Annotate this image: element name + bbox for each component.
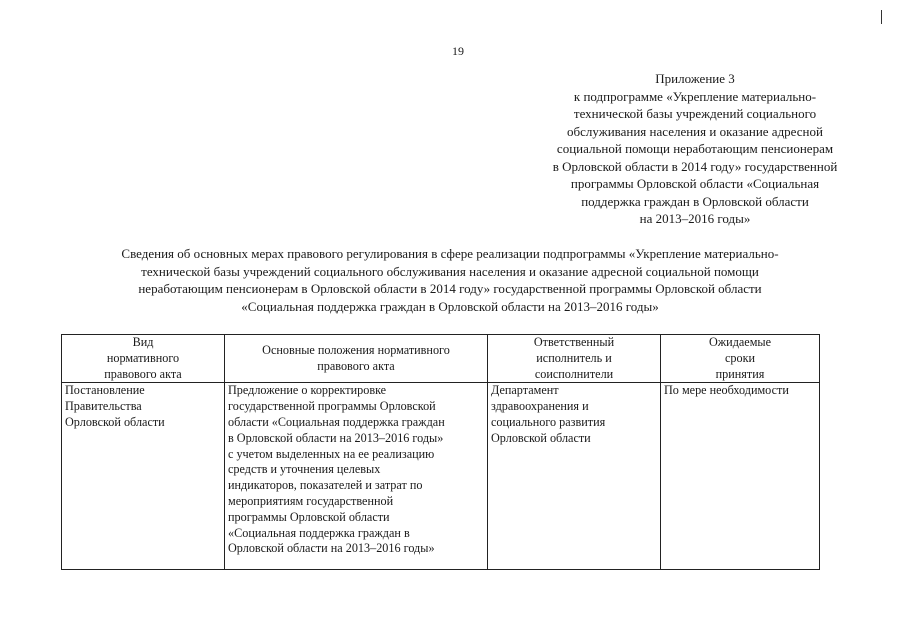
- cell-act-type: Постановление Правительства Орловской области: [62, 383, 225, 570]
- appendix-title: Приложение 3: [655, 71, 735, 86]
- cell-responsible: Департамент здравоохранения и социального развития Орловской области: [488, 383, 661, 570]
- table-row: [62, 383, 820, 570]
- header-act-type: Вид нормативного правового акта: [62, 335, 225, 383]
- header-responsible: Ответственный исполнитель и соисполнители: [488, 335, 661, 383]
- header-main-provisions: Основные положения нормативного правового акта: [225, 335, 488, 383]
- regulation-table: [61, 334, 820, 570]
- document-heading: Сведения об основных мерах правового регулирования в сфере реализации подпрограммы «Укрепление материально- технической базы учреждений социального обслуживания населения и оказание адресной социальной помощи неработающим пенсионерам в Орловской области в 2014 году» государственной программы Орловской области «Социальная поддержка граждан в Орловской области на 2013–2016 годы»: [121, 246, 779, 314]
- cell-expected-dates: По мере необходимости: [661, 383, 820, 570]
- scan-edge-mark: [881, 10, 882, 24]
- header-expected-dates: Ожидаемые сроки принятия: [661, 335, 820, 383]
- appendix-body: к подпрограмме «Укрепление материально- технической базы учреждений социального обслуживания населения и оказание адресной социальной помощи неработающим пенсионерам в Орловской области в 2014 году» государственной программы Орловской области «Социальная поддержка граждан в Орловской области на 2013–2016 годы»: [552, 88, 838, 226]
- cell-main-provisions: Предложение о корректировке государственной программы Орловской области «Социальная поддержка граждан в Орловской области на 2013–2016 годы» с учетом выделенных на ее реализацию средств и уточнения целевых индикаторов, показателей и затрат по мероприятиям государственной программы Орловской области «Социальная поддержка граждан в Орловской области на 2013–2016 годы»: [225, 383, 488, 570]
- page-number: 19: [452, 44, 464, 58]
- appendix-block: [500, 70, 890, 228]
- table-header-row: [62, 335, 820, 383]
